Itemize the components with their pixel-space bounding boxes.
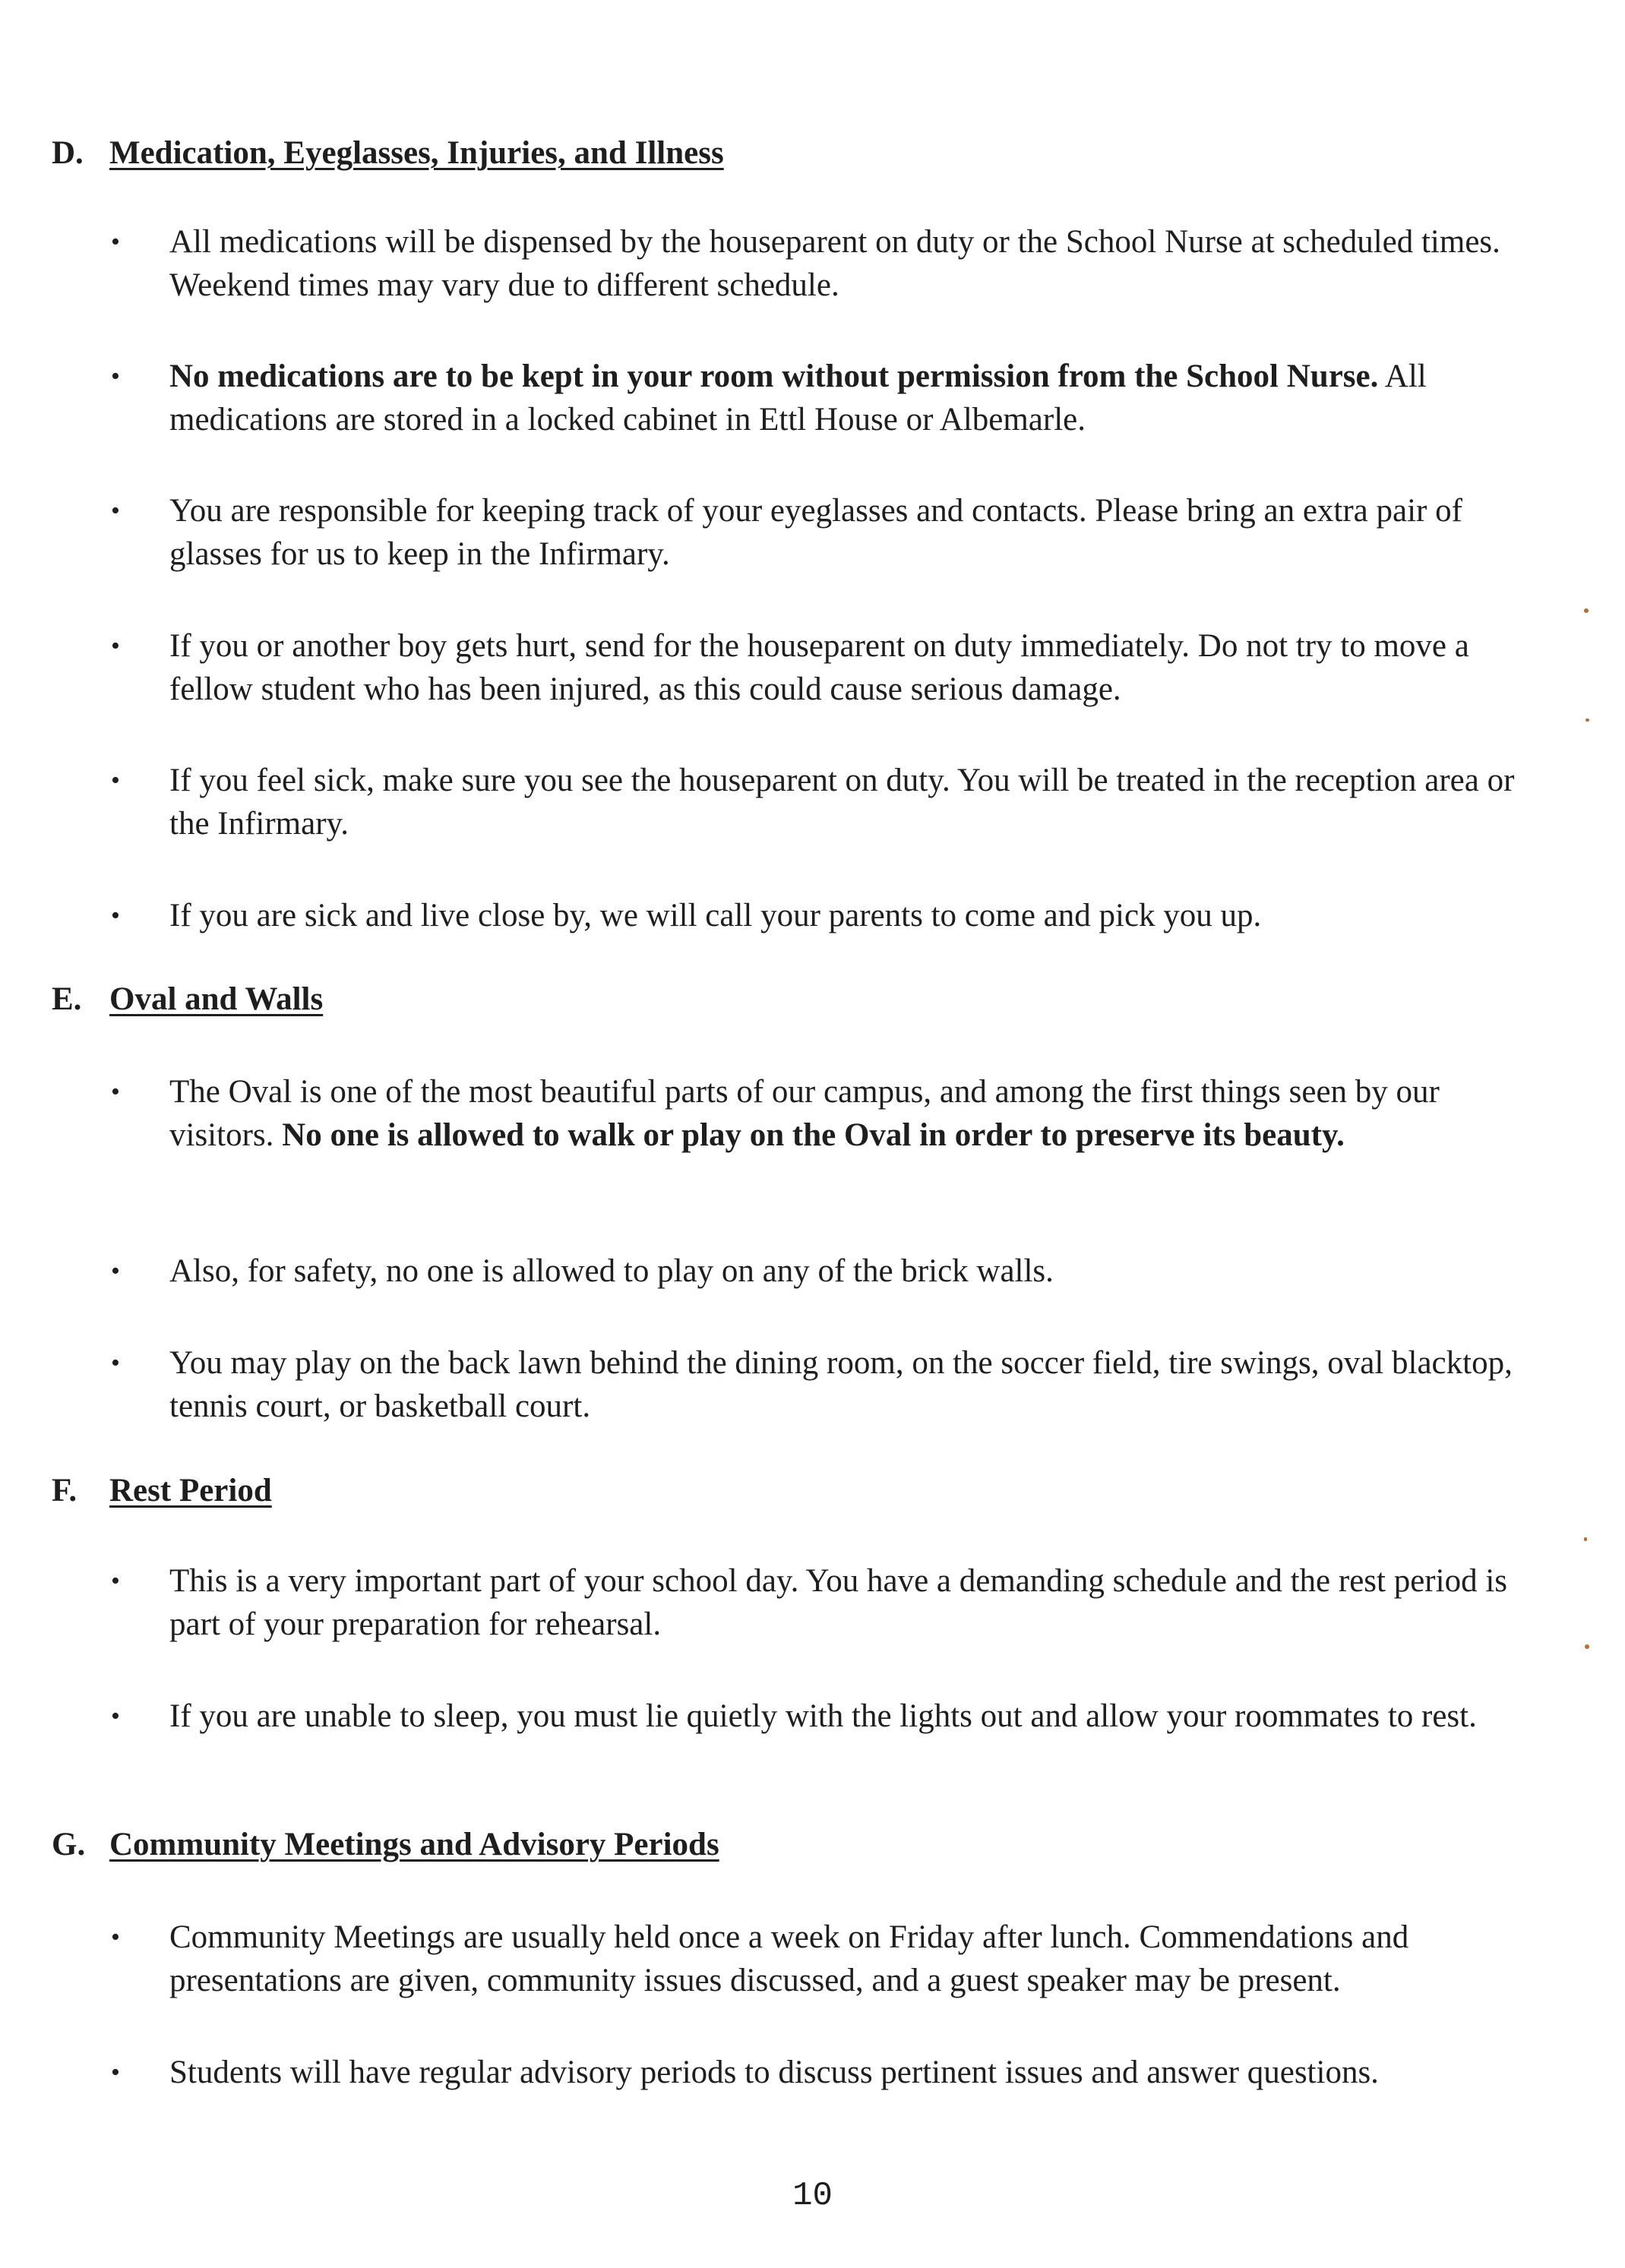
- bullet-icon: •: [111, 1702, 120, 1730]
- section-heading-g: [52, 1825, 719, 1865]
- section-letter: F.: [52, 1473, 77, 1508]
- list-item-body: If you or another boy gets hurt, send for the houseparent on duty immediately. Do not try to move a fellow student who has been injured, as this could cause serious damage.: [169, 628, 1469, 707]
- list-item-body: If you feel sick, make sure you see the houseparent on duty. You will be treated in the reception area or the Infirmary.: [169, 763, 1515, 842]
- bullet-icon: •: [111, 902, 120, 930]
- list-item-body: If you are unable to sleep, you must lie quietly with the lights out and allow your roommates to rest.: [169, 1698, 1477, 1734]
- list-item-text: [169, 355, 1537, 441]
- scan-speck: [1584, 1537, 1587, 1541]
- bullet-icon: •: [111, 1567, 120, 1595]
- section-title: Oval and Walls: [109, 981, 324, 1017]
- bullet-icon: •: [111, 1349, 120, 1377]
- list-item-text: [169, 1916, 1537, 2002]
- list-item-text: [169, 894, 1537, 937]
- list-item-text: [169, 2051, 1537, 2094]
- section-title: Medication, Eyeglasses, Injuries, and Illness: [109, 135, 724, 171]
- list-item-body: You are responsible for keeping track of your eyeglasses and contacts. Please bring an extra pair of glasses for us to keep in the Infirmary.: [169, 493, 1462, 572]
- bullet-icon: •: [111, 2058, 120, 2086]
- list-item-text: [169, 1070, 1537, 1157]
- section-heading-f: [52, 1471, 272, 1511]
- list-item-emphasis: No medications are to be kept in your room without permission from the School Nurse.: [169, 359, 1379, 394]
- list-item-body: This is a very important part of your school day. You have a demanding schedule and the rest period is part of your preparation for rehearsal.: [169, 1563, 1508, 1642]
- list-item-body: You may play on the back lawn behind the dining room, on the soccer field, tire swings, oval blacktop, tennis court, or basketball court.: [169, 1345, 1513, 1424]
- list-item-text: [169, 1249, 1537, 1293]
- list-item-text: [169, 759, 1537, 845]
- section-letter: D.: [52, 135, 84, 171]
- bullet-icon: •: [111, 1923, 120, 1951]
- section-heading-e: [52, 980, 323, 1019]
- list-item-text: [169, 624, 1537, 711]
- page-number: 10: [792, 2177, 833, 2215]
- bullet-icon: •: [111, 766, 120, 794]
- list-item-body: All medications are stored in a locked cabinet in Ettl House or Albemarle.: [169, 359, 1427, 437]
- list-item-body: The Oval is one of the most beautiful parts of our campus, and among the first things seen by our visitors.: [169, 1074, 1440, 1153]
- list-item-text: [169, 220, 1537, 307]
- bullet-icon: •: [111, 1078, 120, 1106]
- bullet-icon: •: [111, 632, 120, 660]
- list-item-text: [169, 1341, 1537, 1428]
- list-item-body: All medications will be dispensed by the houseparent on duty or the School Nurse at scheduled times. Weekend times may vary due to different schedule.: [169, 224, 1500, 303]
- section-letter: G.: [52, 1827, 86, 1862]
- list-item-body: If you are sick and live close by, we will call your parents to come and pick you up.: [169, 898, 1262, 933]
- scan-speck: [1585, 1644, 1589, 1649]
- list-item-text: [169, 489, 1537, 576]
- list-item-text: [169, 1559, 1537, 1646]
- section-title: Rest Period: [109, 1473, 272, 1508]
- bullet-icon: •: [111, 228, 120, 256]
- section-heading-d: [52, 134, 724, 173]
- list-item-emphasis: No one is allowed to walk or play on the Oval in order to preserve its beauty.: [282, 1117, 1345, 1153]
- scan-speck: [1584, 608, 1589, 613]
- list-item-text: [169, 1695, 1537, 1738]
- bullet-icon: •: [111, 1257, 120, 1285]
- section-letter: E.: [52, 981, 82, 1017]
- list-item-body: Also, for safety, no one is allowed to play on any of the brick walls.: [169, 1253, 1054, 1289]
- list-item-body: Community Meetings are usually held once a week on Friday after lunch. Commendations and presentations are given, community issues discussed, and a guest speaker may be present.: [169, 1919, 1409, 1998]
- section-title: Community Meetings and Advisory Periods: [109, 1827, 719, 1862]
- list-item-body: Students will have regular advisory periods to discuss pertinent issues and answer questions.: [169, 2055, 1379, 2090]
- scan-speck: [1585, 719, 1589, 722]
- bullet-icon: •: [111, 362, 120, 390]
- bullet-icon: •: [111, 497, 120, 525]
